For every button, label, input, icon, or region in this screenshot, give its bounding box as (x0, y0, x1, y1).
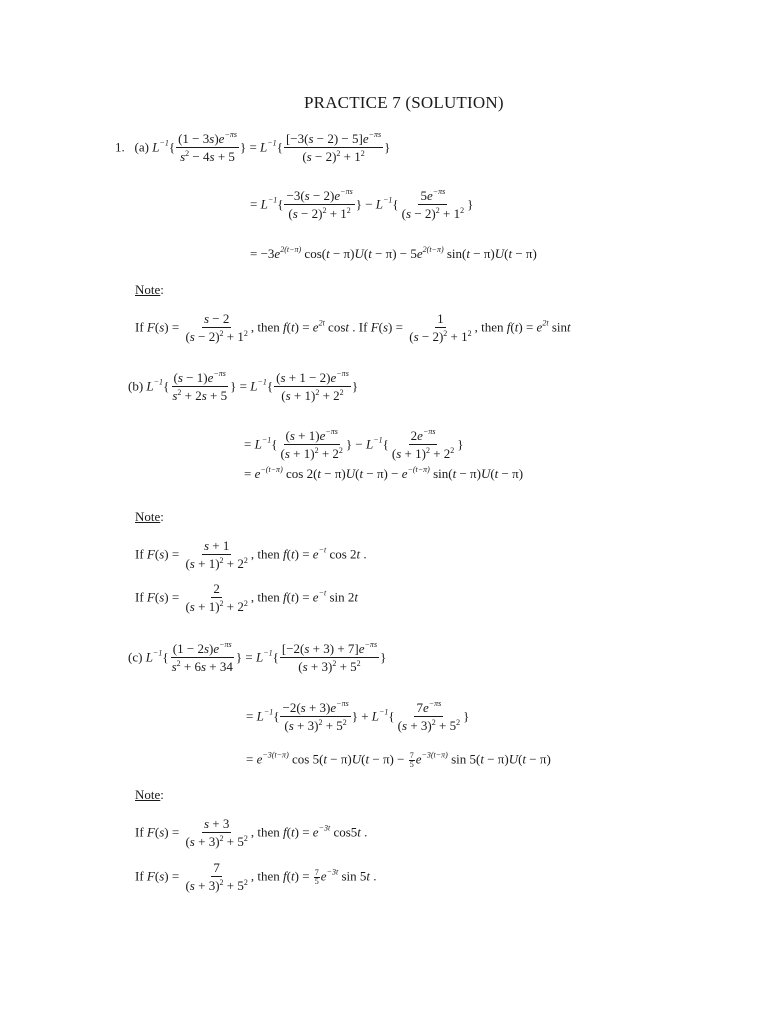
note-c-line-1: If F(s) = $\frac{s + 3}{(s + 3)^2 + 5^2}$ , then $f(t) = e^{-3t}$ cos5t . (135, 816, 368, 849)
part-b-line-2: = $L^{-1}${ $\frac{(s + 1)e^{-\pi s}}{(s + 1)^2 + 2^2}$ } − $L^{-1}${ $\frac{2e^{-\pi s}}{(s + 1)^2 + 2^2}$ } (244, 427, 464, 461)
part-c-line-3: = $e^{-3(t-\pi)}$ cos 5(t − π)U(t − π) − $\frac{7}{5}$ $e^{-3(t-\pi)}$ sin 5(t − π)U(t − π) (246, 750, 551, 769)
note-b-heading: Note: (135, 509, 164, 524)
part-a-line-2: = $L^{-1}${ $\frac{-3(s - 2)e^{-\pi s}}{(s - 2)^2 + 1^2}$ } − $L^{-1}${ $\frac{5e^{-\pi s}}{(s - 2)^2 + 1^2}$ } (250, 187, 474, 221)
note-b-line-1: If F(s) = $\frac{s + 1}{(s + 1)^2 + 2^2}$ , then $f(t) = e^{-t}$ cos 2t . (135, 538, 367, 571)
note-a-line: If F(s) = $\frac{s - 2}{(s - 2)^2 + 1^2}$ , then $f(t) = e^{2t}$ cost . If F(s) = $\frac{1}{(s - 2)^2 + 1^2}$ , then $f(t) = e^{2t}$ sint (135, 311, 571, 344)
problem-number: 1. (115, 139, 125, 155)
part-b-line-3: = $e^{-(t-\pi)}$ $\cos 2(t - \pi)U(t - \pi) - e^{-(t-\pi)}$ sin(t − π)U(t − π) (244, 465, 524, 481)
part-c-line-1: (c) $L^{-1}${ $\frac{(1 - 2s)e^{-\pi s}}{s^2 + 6s + 34}$ } = $L^{-1}${ $\frac{[-2(s + 3) + 7]e^{-\pi s}}{(s + 3)^2 + 5^2}$ } (128, 640, 387, 674)
note-a-heading: Note: (135, 282, 164, 297)
part-c-label: (c) (128, 649, 143, 665)
part-a-label: (a) (134, 139, 149, 155)
part-a-line-1: 1. (a) $L^{-1}${ $\frac{(1 - 3s)e^{-\pi s}}{s^2 - 4s + 5}$ } = $L^{-1}${ $\frac{[-3(s - 2) - 5]e^{-\pi s}}{(s - 2)^2 + 1^2}$ } (115, 130, 391, 164)
note-c-heading: Note: (135, 787, 164, 802)
part-b-line-1: (b) $L^{-1}${ $\frac{(s - 1)e^{-\pi s}}{s^2 + 2s + 5}$ } = $L^{-1}${ $\frac{(s + 1 - 2)e^{-\pi s}}{(s + 1)^2 + 2^2}$ } (128, 369, 359, 403)
note-label: Note (135, 282, 161, 297)
part-a-line-3: = $-3e^{2(t-\pi)}$ $\cos(t - \pi)U(t - \pi) - 5e^{2(t-\pi)}$ sin(t − π)U(t − π) (250, 245, 537, 261)
note-c-line-2: If F(s) = $\frac{7}{(s + 3)^2 + 5^2}$ , then f(t) = $\frac{7}{5}$ $e^{-3t}$ sin 5t . (135, 860, 377, 893)
part-c-line-2: = $L^{-1}${ $\frac{-2(s + 3)e^{-\pi s}}{(s + 3)^2 + 5^2}$ } + $L^{-1}${ $\frac{7e^{-\pi s}}{(s + 3)^2 + 5^2}$ } (246, 699, 470, 733)
note-b-line-2: If F(s) = $\frac{2}{(s + 1)^2 + 2^2}$ , then $f(t) = e^{-t}$ sin 2t (135, 581, 358, 614)
page-title: PRACTICE 7 (SOLUTION) (304, 93, 504, 112)
part-b-label: (b) (128, 378, 144, 394)
